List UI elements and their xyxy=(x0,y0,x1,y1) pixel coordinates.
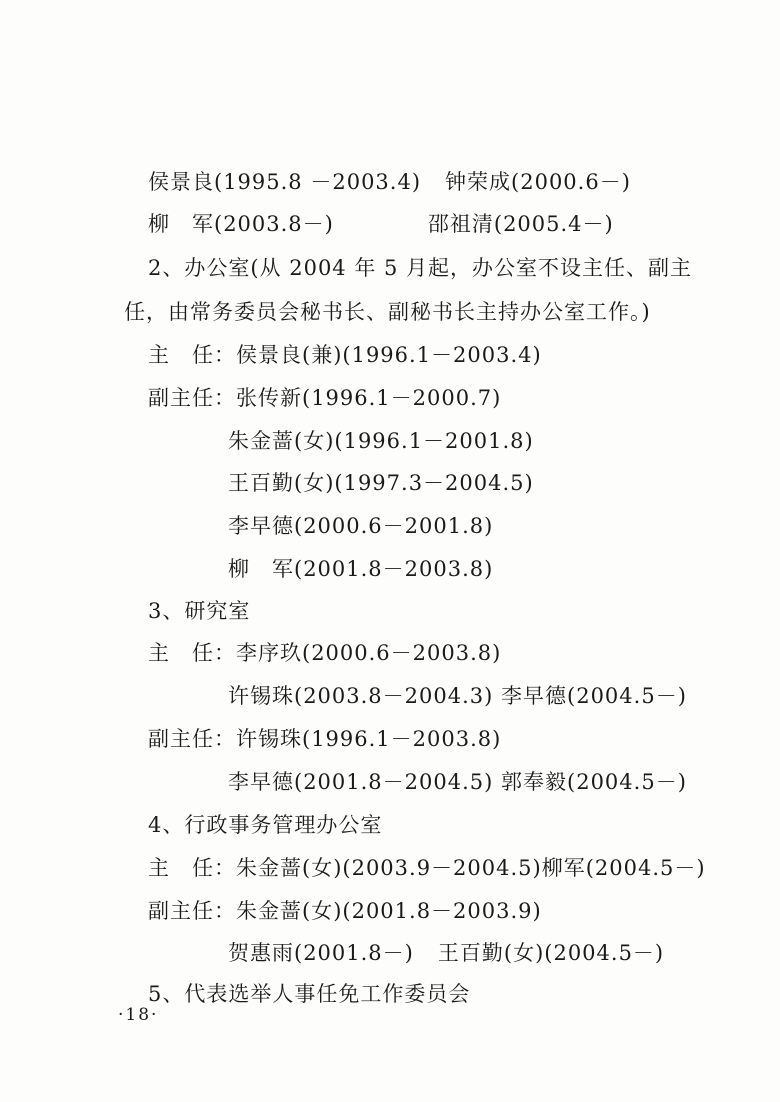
entry-text: 邵祖清(2005.4－) xyxy=(427,212,614,236)
text-line: 副主任：许锡珠(1996.1－2003.8) xyxy=(148,727,502,751)
text-line: 主 任：侯景良(兼)(1996.1－2003.4) xyxy=(148,343,542,367)
text-line: 李早德(2001.8－2004.5) 郭奉毅(2004.5－) xyxy=(228,770,687,794)
section-heading: 4、行政事务管理办公室 xyxy=(148,813,383,837)
section-heading: 5、代表选举人事任免工作委员会 xyxy=(148,982,471,1006)
text-line: 李早德(2000.6－2001.8) xyxy=(228,514,494,538)
text-line: 主 任：朱金蔷(女)(2003.9－2004.5)柳军(2004.5－) xyxy=(148,856,706,880)
text-line: 主 任：李序玖(2000.6－2003.8) xyxy=(148,641,502,665)
text-line xyxy=(228,939,664,967)
text-line: 任，由常务委员会秘书长、副秘书长主持办公室工作。) xyxy=(124,300,651,324)
text-line xyxy=(148,168,631,196)
text-line: 副主任：朱金蔷(女)(2001.8－2003.9) xyxy=(148,899,542,923)
entry-text: 柳 军(2003.8－) xyxy=(148,212,334,236)
page-number: ·18· xyxy=(118,1005,159,1025)
text-line: 副主任：张传新(1996.1－2000.7) xyxy=(148,386,502,410)
entry-text: 王百勤(女)(2004.5－) xyxy=(437,941,665,965)
entry-text: 侯景良(1995.8 －2003.4) xyxy=(148,170,422,194)
text-line: 许锡珠(2003.8－2004.3) 李早德(2004.5－) xyxy=(228,684,687,708)
text-line: 王百勤(女)(1997.3－2004.5) xyxy=(228,471,534,495)
section-heading: 2、办公室(从 2004 年 5 月起，办公室不设主任、副主 xyxy=(148,256,693,280)
entry-text: 钟荣成(2000.6－) xyxy=(445,170,631,194)
text-line: 朱金蔷(女)(1996.1－2001.8) xyxy=(228,429,534,453)
text-line: 柳 军(2001.8－2003.8) xyxy=(228,557,494,581)
text-line xyxy=(148,210,614,238)
entry-text: 贺惠雨(2001.8－) xyxy=(228,941,414,965)
section-heading: 3、研究室 xyxy=(148,599,251,623)
